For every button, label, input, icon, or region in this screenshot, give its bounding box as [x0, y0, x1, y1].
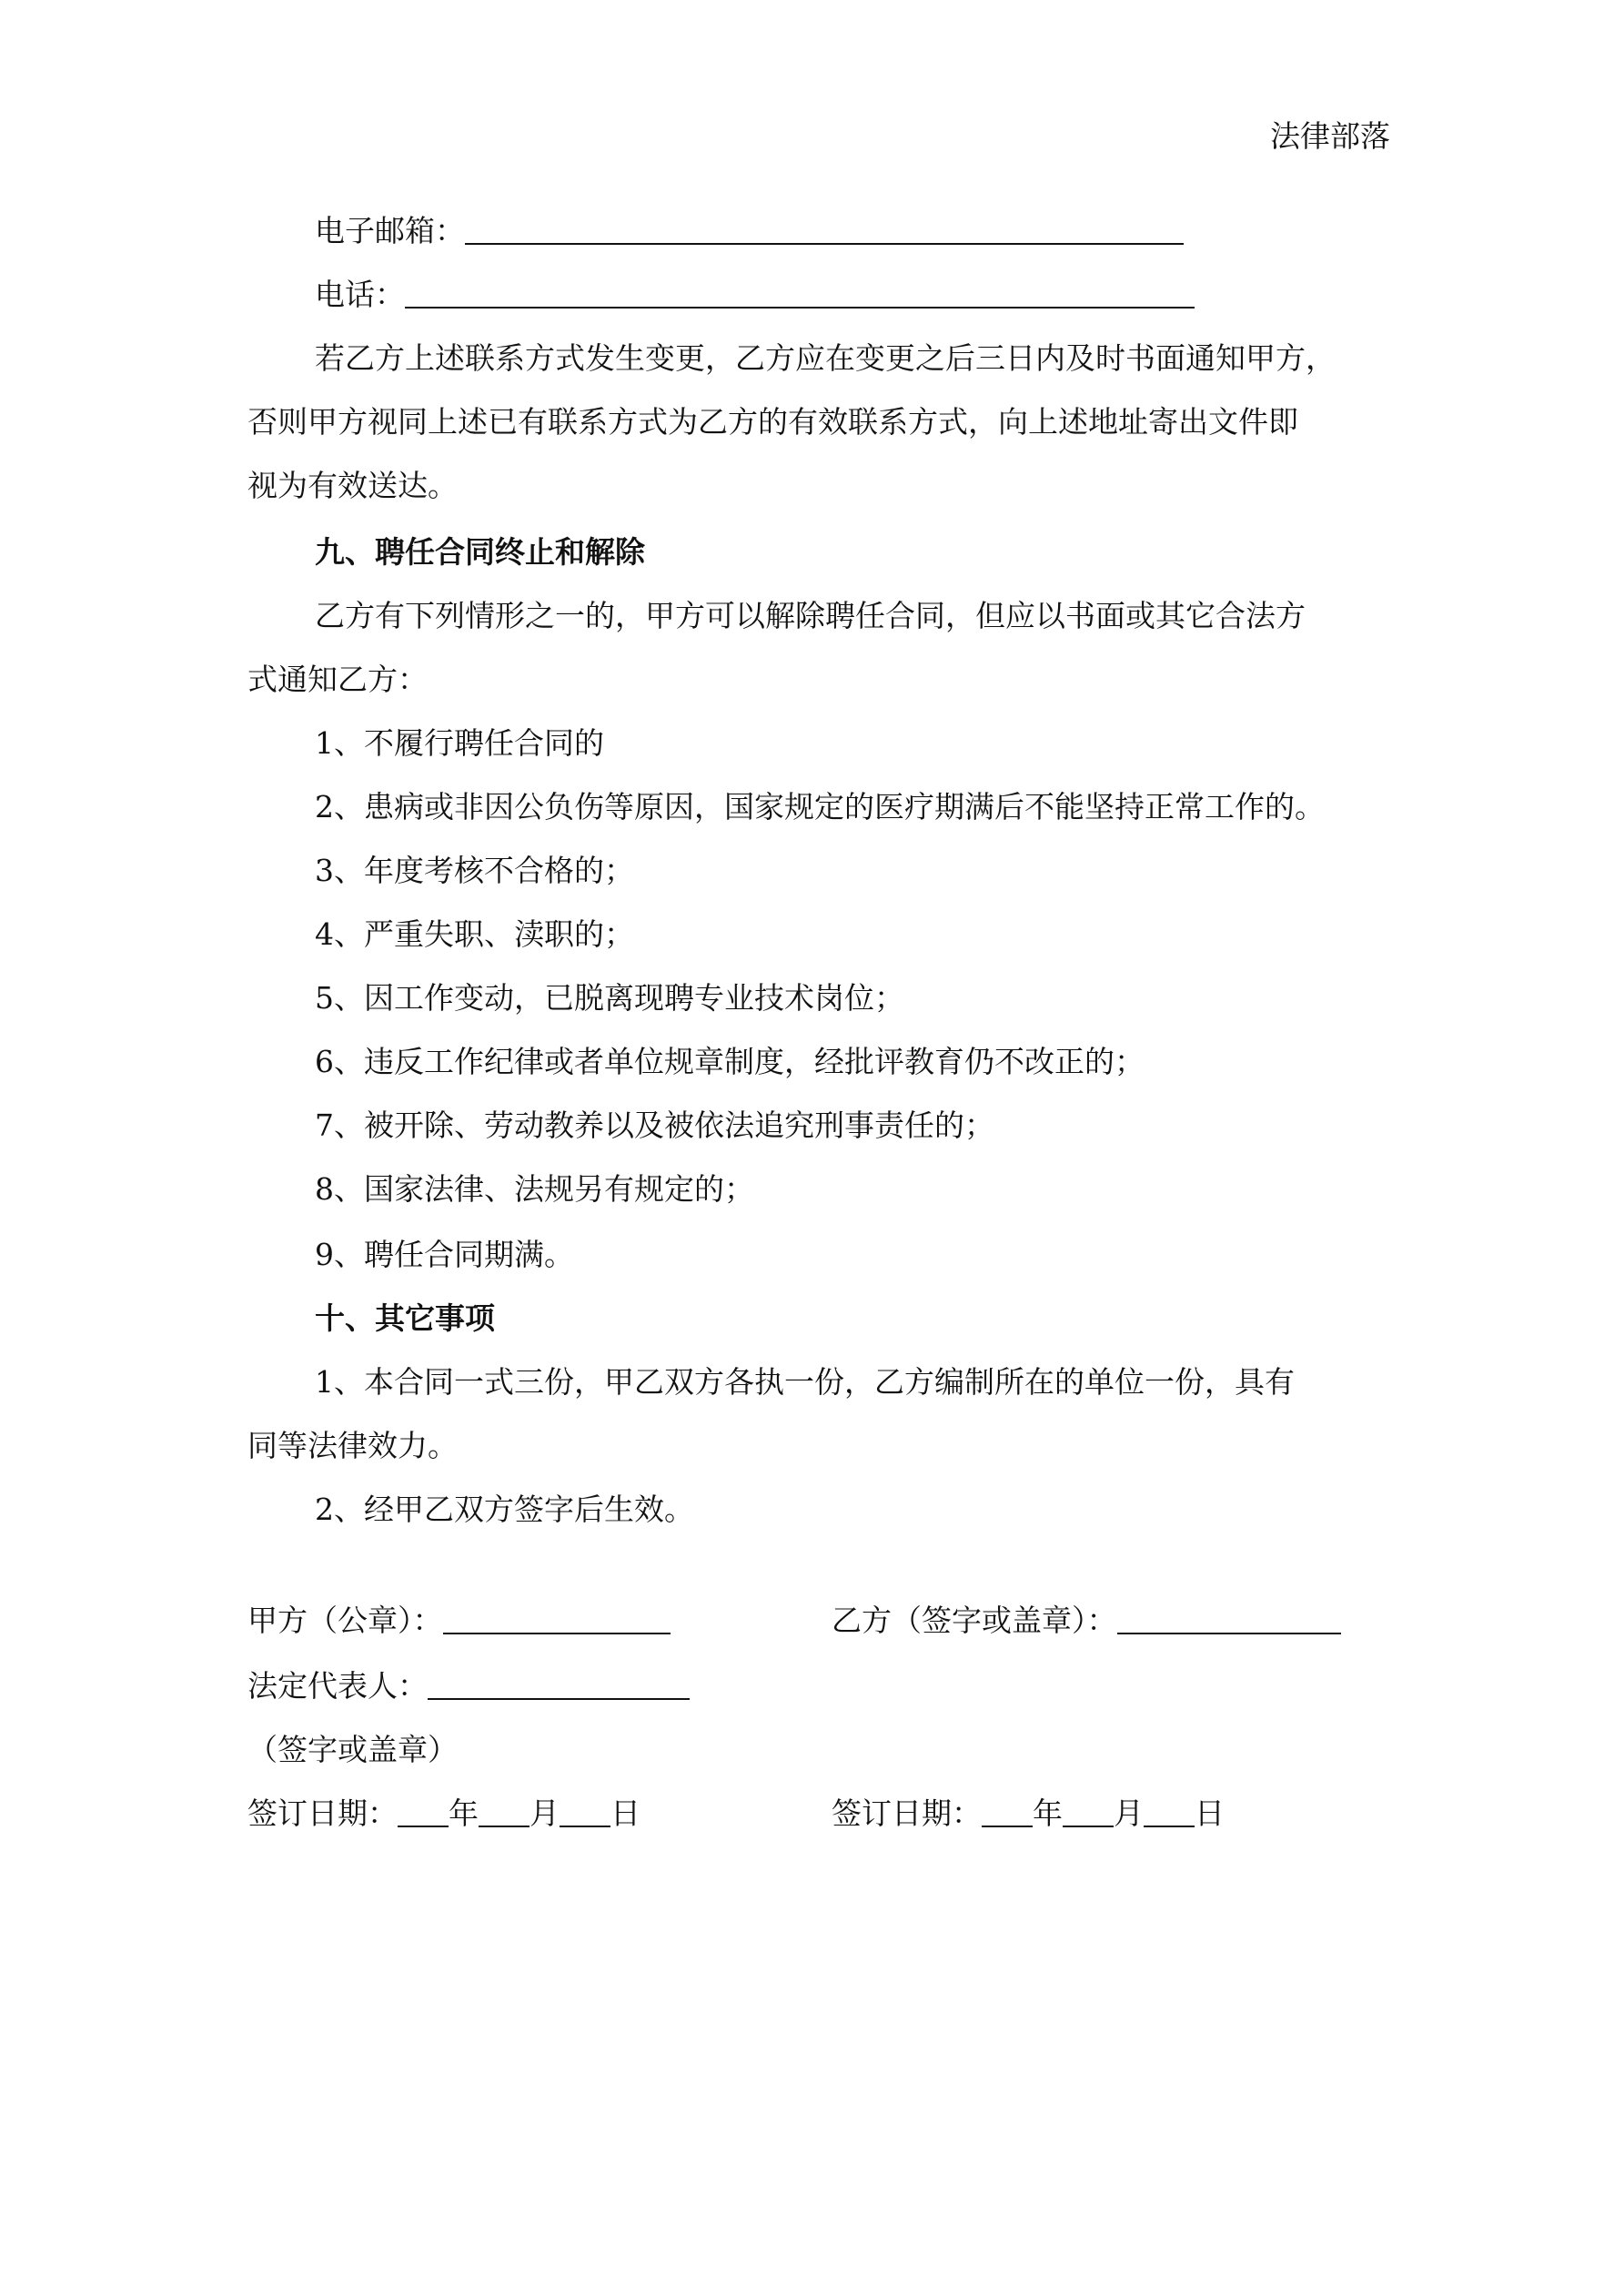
header-brand: 法律部落 [1270, 118, 1390, 154]
section-9-item: 1、不履行聘任合同的 [315, 725, 604, 761]
section-9-item: 5、因工作变动，已脱离现聘专业技术岗位； [315, 980, 904, 1016]
party-b-label: 乙方（签字或盖章）： [832, 1603, 1117, 1638]
day-blank-line[interactable] [1144, 1825, 1195, 1827]
section-10-item-1-line-1: 1、本合同一式三份，甲乙双方各执一份，乙方编制所在的单位一份，具有 [315, 1364, 1295, 1400]
year-label: 年 [449, 1795, 479, 1831]
date-label: 签订日期： [832, 1795, 982, 1831]
party-a-blank-line[interactable] [443, 1632, 671, 1634]
day-label: 日 [610, 1795, 641, 1831]
section-10-item-2: 2、经甲乙双方签字后生效。 [315, 1492, 694, 1527]
email-blank-line[interactable] [465, 242, 1184, 245]
year-label: 年 [1033, 1795, 1063, 1831]
section-9-item: 2、患病或非因公负伤等原因，国家规定的医疗期满后不能坚持正常工作的。 [315, 789, 1325, 824]
email-label: 电子邮箱： [315, 213, 465, 248]
section-9-item: 8、国家法律、法规另有规定的； [315, 1171, 754, 1207]
phone-field-row [315, 277, 1195, 312]
legal-rep-blank-line[interactable] [428, 1697, 690, 1700]
phone-label: 电话： [315, 277, 405, 312]
party-b-sign-row [832, 1603, 1341, 1638]
party-b-date-row [832, 1795, 1225, 1831]
section-9-item: 4、严重失职、渎职的； [315, 916, 634, 952]
notice-line-1: 若乙方上述联系方式发生变更，乙方应在变更之后三日内及时书面通知甲方， [315, 340, 1336, 376]
legal-rep-label: 法定代表人： [247, 1668, 428, 1704]
day-blank-line[interactable] [560, 1825, 610, 1827]
month-blank-line[interactable] [1063, 1825, 1114, 1827]
party-a-label: 甲方（公章）： [247, 1603, 443, 1638]
section-9-intro-line-1: 乙方有下列情形之一的，甲方可以解除聘任合同，但应以书面或其它合法方 [315, 598, 1306, 633]
notice-line-3: 视为有效送达。 [247, 468, 458, 503]
year-blank-line[interactable] [398, 1825, 449, 1827]
date-label: 签订日期： [247, 1795, 398, 1831]
day-label: 日 [1195, 1795, 1225, 1831]
party-a-date-row [247, 1795, 641, 1831]
section-9-heading: 九、聘任合同终止和解除 [315, 534, 645, 570]
party-a-seal-row [247, 1603, 671, 1638]
section-10-heading: 十、其它事项 [315, 1300, 495, 1336]
section-9-item: 3、年度考核不合格的； [315, 853, 634, 888]
section-9-item: 7、被开除、劳动教养以及被依法追究刑事责任的； [315, 1108, 994, 1143]
month-label: 月 [530, 1795, 560, 1831]
phone-blank-line[interactable] [405, 306, 1195, 308]
section-10-item-1-line-2: 同等法律效力。 [247, 1428, 458, 1463]
legal-rep-sign-or-seal: （签字或盖章） [247, 1732, 458, 1767]
party-b-blank-line[interactable] [1117, 1632, 1341, 1634]
notice-line-2: 否则甲方视同上述已有联系方式为乙方的有效联系方式，向上述地址寄出文件即 [247, 404, 1298, 440]
year-blank-line[interactable] [982, 1825, 1033, 1827]
legal-rep-row [247, 1668, 690, 1704]
section-9-item: 9、聘任合同期满。 [315, 1237, 574, 1272]
email-field-row [315, 213, 1184, 248]
section-9-intro-line-2: 式通知乙方： [247, 662, 428, 697]
section-9-item: 6、违反工作纪律或者单位规章制度，经批评教育仍不改正的； [315, 1044, 1145, 1079]
month-blank-line[interactable] [479, 1825, 530, 1827]
month-label: 月 [1114, 1795, 1144, 1831]
